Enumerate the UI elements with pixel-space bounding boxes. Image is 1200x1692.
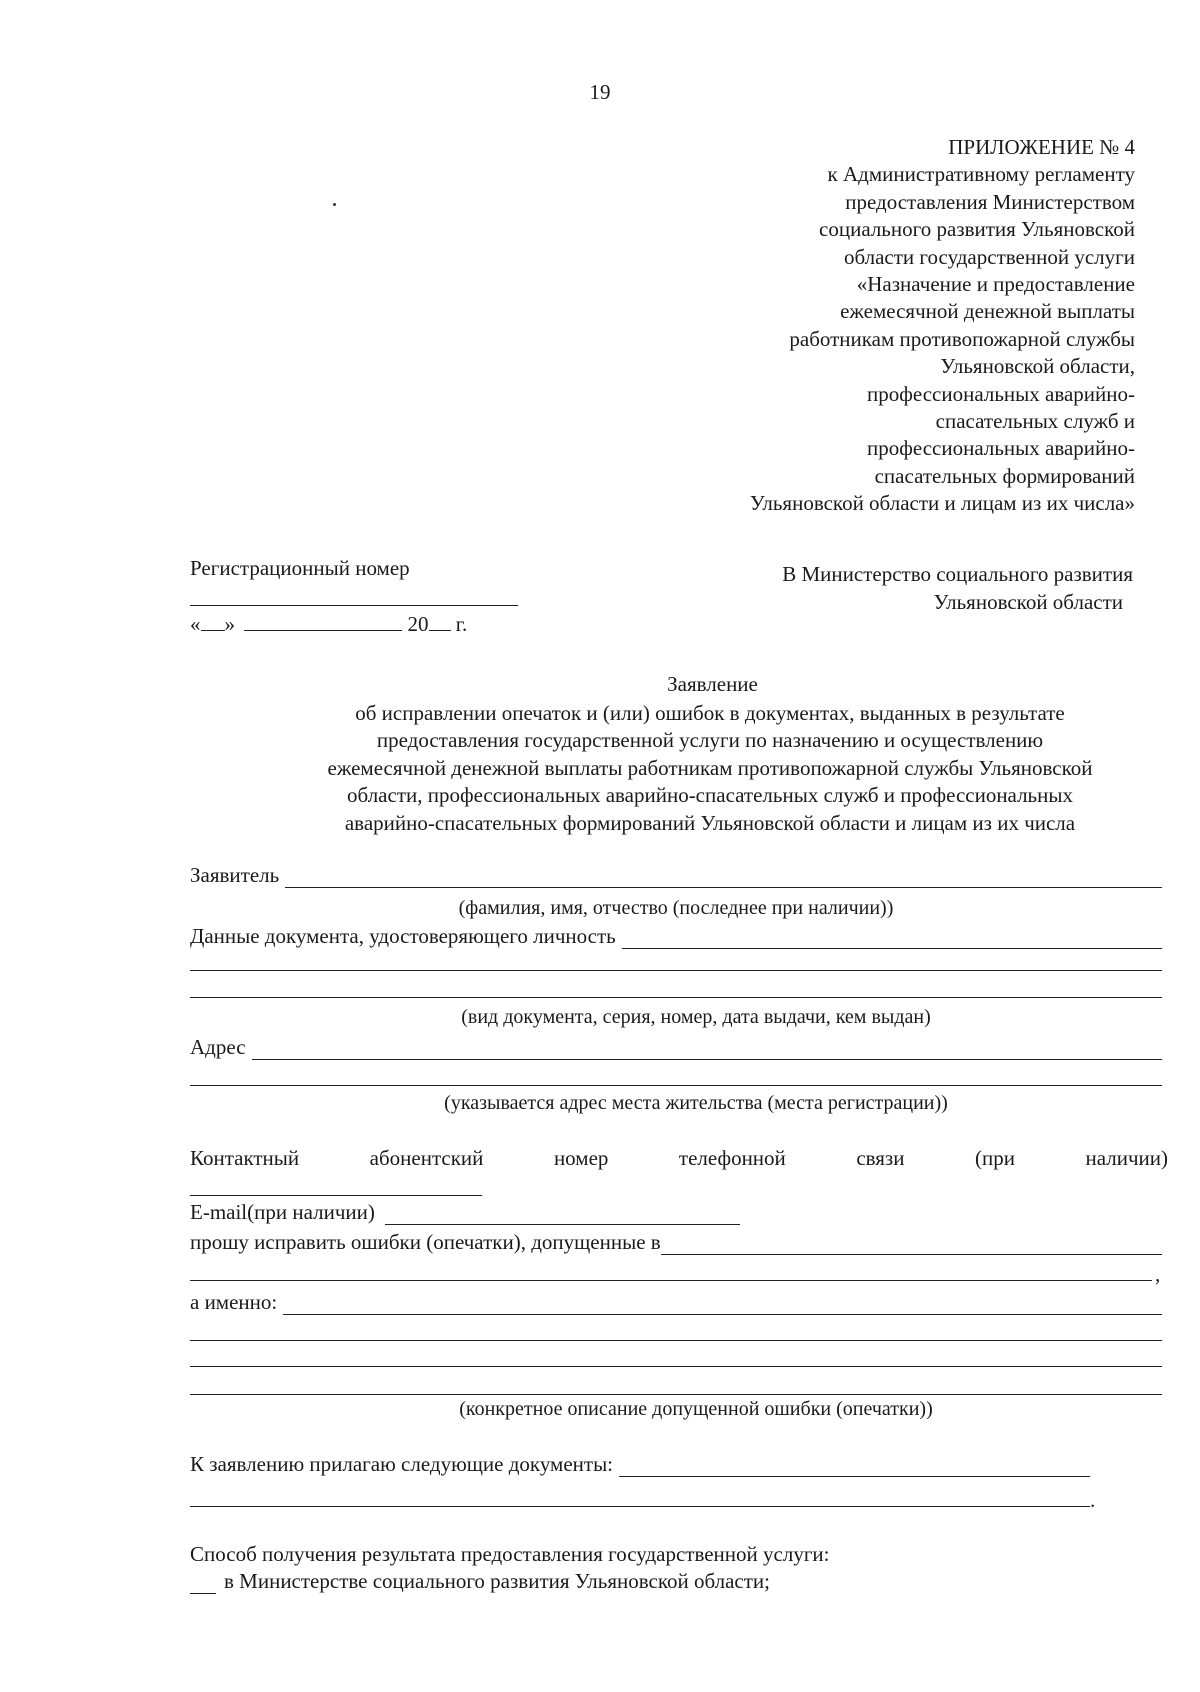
method-option-checkbox[interactable] (190, 1573, 216, 1594)
subtitle-line: об исправлении опечаток и (или) ошибок в документах, выданных в результате (355, 701, 1065, 725)
address-row (190, 1035, 1162, 1060)
registration-label: Регистрационный номер (190, 556, 410, 580)
id-document-caption: (вид документа, серия, номер, дата выдачи, кем выдан) (461, 1006, 931, 1028)
address-label: Адрес (190, 1035, 246, 1059)
phone-word: связи (856, 1146, 905, 1170)
appendix-line: предоставления Министерством (845, 189, 1135, 214)
error-caption: (конкретное описание допущенной ошибки (опечатки)) (459, 1398, 933, 1420)
fix-label: прошу исправить ошибки (опечатки), допущенные в (190, 1230, 661, 1254)
phone-word: Контактный (190, 1146, 300, 1170)
appendix-line: ежемесячной денежной выплаты (840, 299, 1135, 324)
appendix-line: Ульяновской области, (940, 354, 1135, 379)
id-document-line-3[interactable] (190, 997, 1162, 998)
recipient-line-1: В Министерство социального развития (782, 562, 1133, 586)
registration-number-field[interactable] (190, 605, 518, 606)
attach-period: . (1090, 1488, 1096, 1512)
day-field[interactable] (201, 612, 225, 631)
address-caption: (указывается адрес места жительства (места регистрации)) (444, 1092, 948, 1114)
fix-line-2[interactable] (190, 1280, 1152, 1281)
fix-field[interactable] (661, 1234, 1162, 1255)
page-number: 19 (589, 80, 611, 104)
appendix-line: профессиональных аварийно- (867, 436, 1135, 461)
recipient-block (782, 560, 1133, 616)
year-field[interactable] (429, 612, 451, 631)
address-field[interactable] (252, 1039, 1162, 1060)
phone-word: номер (553, 1146, 609, 1170)
email-field[interactable] (385, 1204, 740, 1225)
method-option-label: в Министерстве социального развития Ульяновской области; (224, 1569, 770, 1593)
appendix-line: работникам противопожарной службы (789, 326, 1135, 351)
phone-word: телефонной (678, 1146, 786, 1170)
namely-row (190, 1290, 1162, 1315)
subtitle-line: ежемесячной денежной выплаты работникам противопожарной службы Ульяновской (327, 755, 1093, 780)
id-document-label: Данные документа, удостоверяющего личность (190, 924, 616, 948)
method-option-row (190, 1569, 770, 1594)
scan-speck (333, 203, 336, 206)
namely-label: а именно: (190, 1290, 278, 1314)
year-suffix: г. (455, 612, 468, 636)
phone-field[interactable] (190, 1195, 482, 1196)
id-document-field[interactable] (622, 928, 1162, 949)
appendix-header (750, 134, 1135, 518)
document-title: Заявление (667, 672, 758, 696)
namely-line-3[interactable] (190, 1366, 1162, 1367)
method-label: Способ получения результата предоставления государственной услуги: (190, 1542, 830, 1566)
email-label: E-mail(при наличии) (190, 1200, 375, 1224)
appendix-line: к Административному регламенту (827, 162, 1135, 187)
recipient-line-2: Ульяновской области (933, 590, 1123, 614)
phone-label-row (190, 1146, 1168, 1171)
namely-field[interactable] (283, 1294, 1162, 1315)
applicant-caption: (фамилия, имя, отчество (последнее при наличии)) (458, 897, 894, 919)
appendix-line: спасательных служб и (935, 409, 1135, 434)
appendix-line: профессиональных аварийно- (867, 381, 1135, 406)
date-open-quote: « (190, 612, 201, 636)
month-field[interactable] (244, 612, 402, 631)
subtitle-line: области, профессиональных аварийно-спасательных служб и профессиональных (347, 783, 1073, 808)
fix-comma: , (1155, 1262, 1161, 1286)
phone-word: наличии) (1085, 1146, 1168, 1170)
registration-date (190, 612, 467, 637)
namely-line-2[interactable] (190, 1340, 1162, 1341)
applicant-field[interactable] (285, 867, 1162, 888)
phone-word: (при (974, 1146, 1015, 1170)
document-subtitle (230, 700, 1190, 837)
appendix-line: социального развития Ульяновской (819, 217, 1135, 242)
appendix-heading: ПРИЛОЖЕНИЕ № 4 (948, 135, 1135, 159)
address-line-2[interactable] (190, 1085, 1162, 1086)
phone-word: абонентский (369, 1146, 484, 1170)
subtitle-line: аварийно-спасательных формирований Ульяновской области и лицам из их числа (344, 810, 1076, 835)
date-close-quote: » (224, 612, 235, 636)
appendix-line: спасательных формирований (874, 463, 1135, 488)
appendix-line: Ульяновской области и лицам из их числа» (749, 491, 1135, 516)
applicant-row (190, 863, 1162, 888)
attach-label: К заявлению прилагаю следующие документы: (190, 1452, 614, 1476)
attach-line-2[interactable] (190, 1506, 1090, 1507)
applicant-label: Заявитель (190, 863, 280, 887)
email-row (190, 1200, 740, 1225)
namely-line-4[interactable] (190, 1394, 1162, 1395)
fix-row (190, 1230, 1162, 1255)
id-document-row (190, 924, 1162, 949)
appendix-line: «Назначение и предоставление (856, 272, 1135, 297)
attach-field[interactable] (619, 1456, 1090, 1477)
appendix-line: области государственной услуги (843, 244, 1135, 269)
attach-row (190, 1452, 1090, 1477)
id-document-line-2[interactable] (190, 970, 1162, 971)
subtitle-line: предоставления государственной услуги по назначению и осуществлению (376, 728, 1044, 753)
year-prefix: 20 (407, 612, 429, 636)
